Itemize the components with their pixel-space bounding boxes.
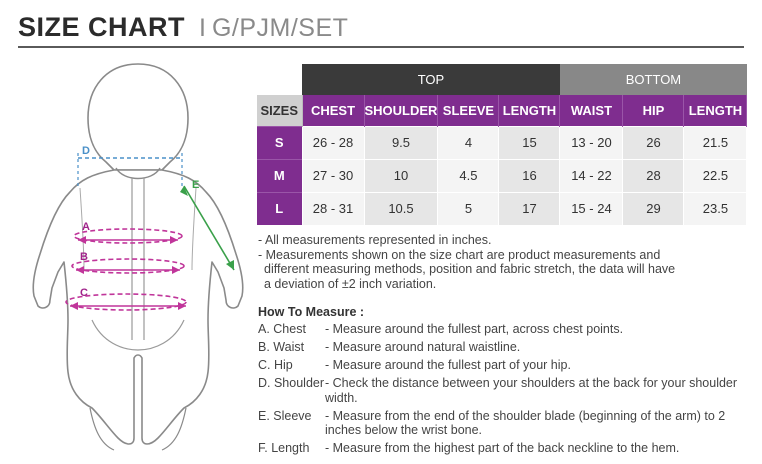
table-cell: 16 — [499, 159, 560, 192]
table-cell: 4.5 — [438, 159, 499, 192]
group-header-row — [257, 64, 747, 95]
table-row — [257, 192, 747, 225]
page-title: SIZE CHART — [18, 12, 185, 42]
table-cell: 9.5 — [364, 126, 438, 159]
size-table — [257, 64, 747, 226]
baby-measurement-figure — [22, 58, 254, 458]
table-cell: 5 — [438, 192, 499, 225]
table-cell: 22.5 — [684, 159, 747, 192]
list-item — [258, 358, 738, 373]
table-cell: 23.5 — [684, 192, 747, 225]
page-subtitle: G/PJM/SET — [211, 14, 349, 42]
table-cell: 26 — [623, 126, 684, 159]
list-item — [258, 441, 738, 456]
col-header-bottom-length: LENGTH — [684, 95, 747, 126]
measure-key: D. Shoulder — [258, 376, 325, 390]
measure-key: F. Length — [258, 441, 310, 455]
table-cell: 15 - 24 — [560, 192, 623, 225]
list-item — [258, 340, 738, 355]
table-cell: 26 - 28 — [302, 126, 364, 159]
measure-key: C. Hip — [258, 358, 293, 372]
label-d: D — [82, 145, 90, 157]
col-header-chest: CHEST — [302, 95, 364, 126]
col-header-hip: HIP — [623, 95, 684, 126]
measure-desc: - Measure from the highest part of the back neckline to the hem. — [325, 441, 680, 455]
label-c: C — [80, 287, 88, 299]
table-cell: 28 - 31 — [302, 192, 364, 225]
group-blank — [257, 64, 302, 95]
list-item — [258, 409, 738, 438]
label-b: B — [80, 251, 88, 263]
measure-desc: - Measure around the fullest part of your hip. — [325, 358, 571, 372]
measure-key: E. Sleeve — [258, 408, 312, 423]
note-line: - Measurements shown on the size chart are product measurements and — [258, 247, 661, 262]
measure-desc: - Check the distance between your shoulders at the back for your shoulder width. — [325, 376, 738, 405]
how-to-measure-list — [258, 322, 738, 459]
table-cell: 4 — [438, 126, 499, 159]
label-a: A — [82, 221, 90, 233]
col-header-sleeve: SLEEVE — [438, 95, 499, 126]
table-cell: 10.5 — [364, 192, 438, 225]
column-header-row — [257, 95, 747, 126]
label-e: E — [192, 179, 200, 191]
table-cell: 27 - 30 — [302, 159, 364, 192]
measurement-notes — [258, 233, 738, 291]
group-top: TOP — [302, 64, 560, 95]
page-header — [18, 12, 348, 46]
list-item — [258, 376, 738, 405]
table-cell: 17 — [499, 192, 560, 225]
table-cell: 15 — [499, 126, 560, 159]
note-line: different measuring methods, position and fabric stretch, the data will have — [264, 262, 676, 276]
list-item — [258, 322, 738, 337]
measure-desc: - Measure around natural waistline. — [325, 340, 521, 354]
table-row — [257, 126, 747, 159]
table-cell: 21.5 — [684, 126, 747, 159]
table-cell: 13 - 20 — [560, 126, 623, 159]
table-cell: 10 — [364, 159, 438, 192]
measure-desc: - Measure around the fullest part, across chest points. — [325, 322, 624, 336]
row-size-s: S — [257, 126, 302, 159]
table-cell: 28 — [623, 159, 684, 192]
row-size-l: L — [257, 192, 302, 225]
how-to-measure-title: How To Measure : — [258, 305, 365, 319]
col-header-shoulder: SHOULDER — [364, 95, 438, 126]
col-header-top-length: LENGTH — [499, 95, 560, 126]
measure-key: B. Waist — [258, 340, 305, 354]
table-cell: 14 - 22 — [560, 159, 623, 192]
measure-desc: - Measure from the end of the shoulder blade (beginning of the arm) to 2 inches below the wrist bone. — [325, 408, 726, 437]
col-header-sizes: SIZES — [257, 95, 302, 126]
group-bottom: BOTTOM — [560, 64, 747, 95]
col-header-waist: WAIST — [560, 95, 623, 126]
note-line: - All measurements represented in inches. — [258, 233, 492, 247]
row-size-m: M — [257, 159, 302, 192]
table-row — [257, 159, 747, 192]
header-divider — [18, 46, 744, 48]
table-cell: 29 — [623, 192, 684, 225]
measure-key: A. Chest — [258, 322, 306, 336]
note-line: a deviation of ±2 inch variation. — [264, 276, 437, 291]
title-separator: I — [199, 14, 206, 42]
